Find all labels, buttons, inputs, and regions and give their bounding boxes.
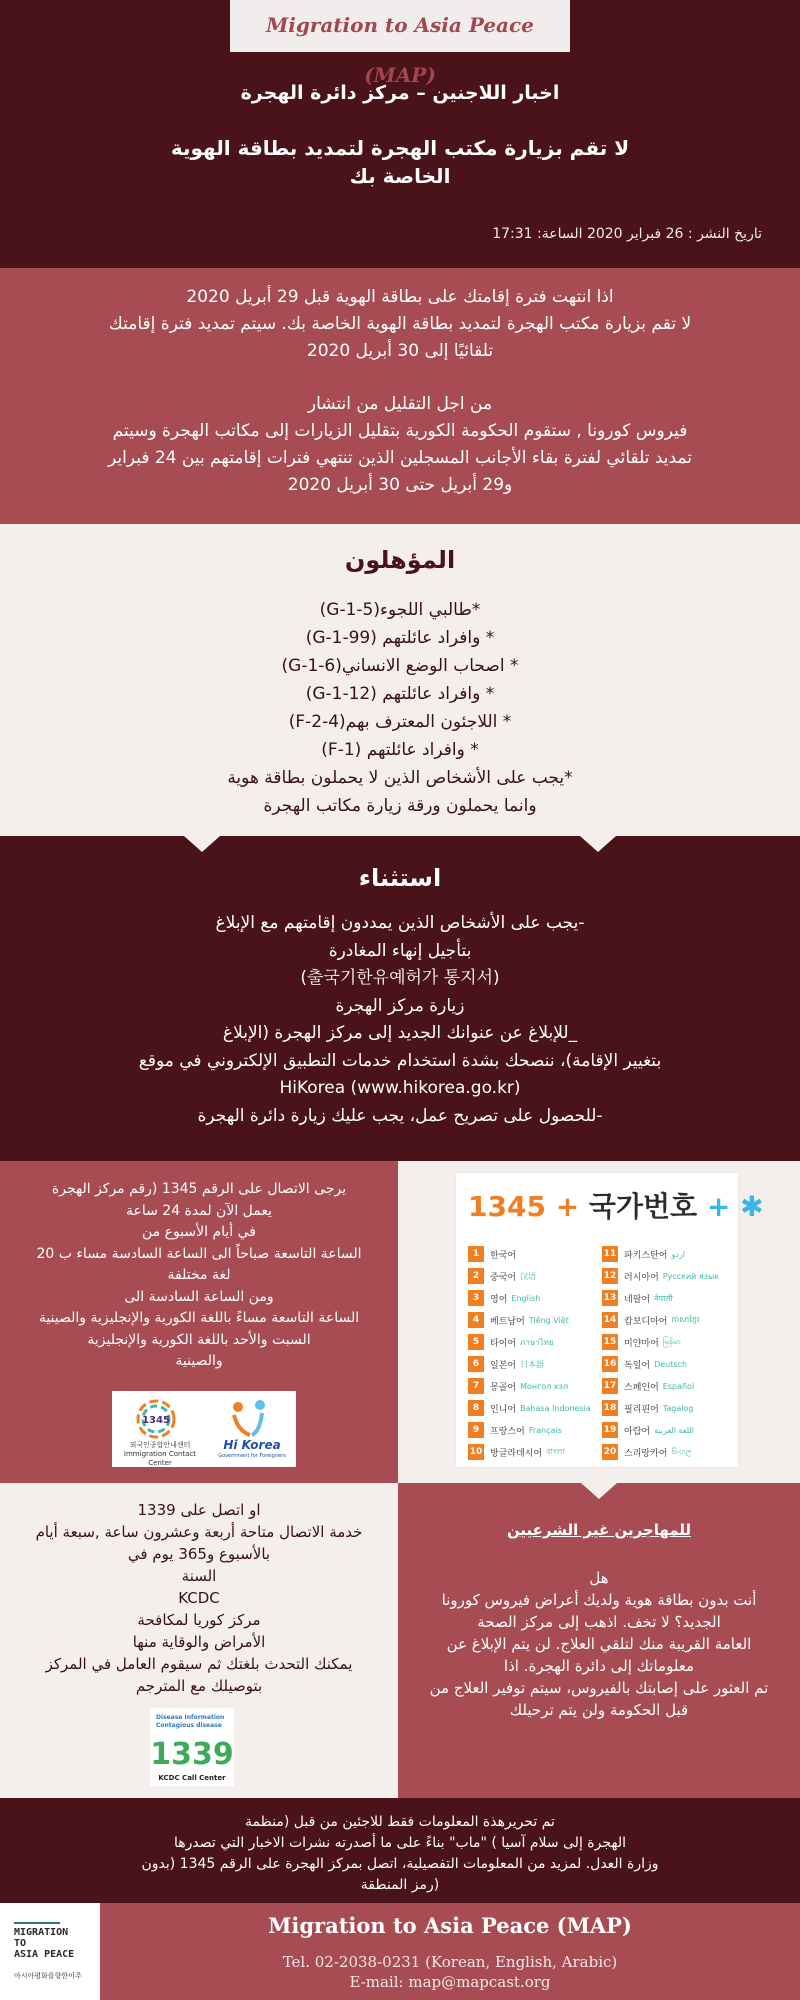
language-item: 17 스페인어 Español: [602, 1375, 736, 1397]
language-item: 4 베트남어 Tiếng Việt: [468, 1309, 602, 1331]
logo-caption: [114, 1441, 206, 1468]
kcdc-call-center-logo: [150, 1708, 234, 1786]
kcdc-row: [0, 1483, 800, 1798]
language-item: 13 네팔어 नेपाली: [602, 1287, 736, 1309]
info-line: العامة القريبة منك لتلقي العلاج. لن يتم الإبلاغ عن: [446, 1635, 752, 1653]
footnote-line: (رمز المنطقة: [360, 1877, 440, 1893]
logo-caption-korean: 외국인종합안내센터: [129, 1441, 191, 1449]
divider-notch: [581, 1483, 617, 1499]
notice-line: من اجل التقليل من انتشار: [307, 394, 493, 414]
language-item: 3 영어 English: [468, 1287, 602, 1309]
language-item: 15 미얀마어 မြန်မာ: [602, 1331, 736, 1353]
language-card-header: 1345 + 국가번호 + ✱: [468, 1190, 764, 1223]
map-logo: [0, 1903, 100, 2000]
logo-line: MIGRATION: [14, 1927, 69, 1938]
list-item: -يجب على الأشخاص الذين يمددون إقامتهم مع الإبلاغ: [215, 913, 585, 933]
list-item: بتغيير الإقامة)، ننصحك بشدة استخدام خدمات التطبيق الإلكتروني في موقع: [138, 1050, 662, 1071]
info-line: مركز كوريا لمكافحة: [137, 1611, 261, 1629]
language-card-title: 국가번호: [588, 1190, 698, 1223]
list-item: * وافراد عائلتهم (G-1-99): [305, 628, 495, 648]
list-item: * وافراد عائلتهم (F-1): [321, 740, 479, 760]
language-item: 18 필리핀어 Tagalog: [602, 1397, 736, 1419]
info-line: او اتصل على 1339: [137, 1501, 261, 1519]
logo-caption-english: Immigration Contact Center: [123, 1450, 197, 1467]
notice-line: تمديد تلقائي لفترة بقاء الأجانب المسجلين الذين تنتهي فترات إقامتهم بين 24 فبراير: [107, 448, 692, 468]
info-line: ومن الساعة السادسة الى: [124, 1288, 274, 1305]
list-item: (출국기한유예허가 통지서): [300, 968, 500, 988]
info-line: في أيام الأسبوع من: [141, 1224, 256, 1240]
language-panel: [398, 1161, 800, 1483]
footnote-line: تم تحريرهذة المعلومات فقط للاجئين من قبل (منظمة: [245, 1814, 555, 1830]
info-line: الأمراض والوقاية منها: [132, 1633, 266, 1651]
exception-list: [0, 910, 800, 1130]
list-item: *يجب على الأشخاص الذين لا يحملون بطاقة هوية: [227, 768, 573, 788]
contact-title: Migration to Asia Peace (MAP): [268, 1913, 632, 1938]
list-item: وانما يحملون ورقة زيارة مكاتب الهجرة: [263, 796, 537, 816]
info-line: الجديد؟ لا تخف. اذهب إلى مركز الصحة: [477, 1613, 721, 1631]
publish-date: تاريخ النشر : 26 فبراير 2020 الساعة: 17:31: [492, 226, 762, 242]
list-item: * وافراد عائلتهم (G-1-12): [305, 684, 495, 704]
call-center-info: [0, 1161, 398, 1483]
info-line: بتوصيلك مع المترجم: [135, 1677, 263, 1695]
contact-footer: [0, 1903, 800, 2000]
info-line: تم العثور على إصابتك بالفيروس، سيتم توفير العلاج من: [429, 1679, 769, 1697]
headline: لا تقم بزيارة مكتب الهجرة لتمديد بطاقة الهوية الخاصة بك: [170, 136, 630, 188]
language-item: 7 몽골어 Монгол хэл: [468, 1375, 602, 1397]
language-item: 5 타이어 ภาษาไทย: [468, 1331, 602, 1353]
language-column-right: [602, 1243, 736, 1463]
language-item: 8 인니어 Bahasa Indonesia: [468, 1397, 602, 1419]
contact-email[interactable]: E-mail: map@mapcast.org: [349, 1973, 551, 1991]
language-item: 14 캄보디아어 ភាសាខ្មែរ: [602, 1309, 736, 1331]
info-line: يرجى الاتصال على الرقم 1345 (رقم مركز الهجرة: [51, 1181, 347, 1197]
hikorea-subtext: Government for Foreigners: [218, 1453, 286, 1459]
info-line: الساعة التاسعة صباحاً الى الساعة السادسة مساء ب 20: [36, 1245, 362, 1262]
contact-phone[interactable]: Tel. 02-2038-0231 (Korean, English, Arabic): [282, 1953, 618, 1971]
notice-line: و29 أبريل حتى 30 أبريل 2020: [287, 475, 513, 495]
eligible-title: المؤهلون: [344, 546, 456, 574]
notice-line: تلقائيًا إلى 30 أبريل 2020: [306, 341, 494, 361]
info-line: KCDC: [178, 1589, 220, 1607]
kcdc-info: [0, 1483, 398, 1798]
kcdc-logo-number: 1339: [150, 1737, 234, 1772]
language-item: 20 스리랑카어 සිංහල: [602, 1441, 736, 1463]
info-line: السنة: [181, 1567, 217, 1585]
language-card: [456, 1173, 764, 1467]
hikorea-logo: [214, 1397, 290, 1459]
list-item: * اللاجئون المعترف بهم(F-2-4): [288, 712, 512, 732]
notice-line: لا تقم بزيارة مكتب الهجرة لتمديد بطاقة الهوية الخاصة بك. سيتم تمديد فترة إقامتك: [108, 314, 692, 334]
language-item: 1 한국어: [468, 1243, 602, 1265]
header: [0, 0, 800, 268]
list-item: بتأجيل إنهاء المغادرة: [328, 940, 472, 961]
logo-bar: [14, 1922, 60, 1924]
undocumented-title: للمهاجرين غير الشرعيين: [506, 1521, 692, 1539]
logo-korean: 아시아평화를향한이주: [14, 1972, 82, 1980]
eligible-list: [0, 596, 800, 820]
logo-number: 1345: [142, 1415, 170, 1426]
section-heading: اخبار اللاجنين – مركز دائرة الهجرة: [240, 82, 560, 104]
language-item: 9 프랑스어 Français: [468, 1419, 602, 1441]
language-item: 2 중국어 汉语: [468, 1265, 602, 1287]
immigration-contact-center-logo: [126, 1397, 186, 1443]
list-item: *طالبي اللجوء(G-1-5): [319, 600, 481, 620]
language-item: 16 독일어 Deutsch: [602, 1353, 736, 1375]
info-line: بالأسبوع و365 يوم في: [127, 1545, 271, 1563]
info-line: الساعة التاسعة مساءً باللغة الكورية والإنجليزية والصينية: [38, 1310, 360, 1326]
list-item: زيارة مركز الهجرة: [335, 995, 465, 1016]
info-line: لغة مختلفة: [167, 1267, 231, 1283]
list-item: -للحصول على تصريح عمل، يجب عليك زيارة دائرة الهجرة: [197, 1105, 603, 1126]
divider-notch: [184, 836, 220, 852]
info-line: معلوماتك إلى دائرة الهجرة. اذا: [503, 1657, 695, 1675]
footnote-line: وزارة العدل. لمزيد من المعلومات التفصيلية، اتصل بمركز الهجرة على الرقم 1345 (بدون: [141, 1856, 659, 1872]
notice-line: اذا انتهت فترة إقامتك على بطاقة الهوية قبل 29 أبريل 2020: [186, 287, 614, 307]
language-card-number: 1345: [468, 1190, 546, 1223]
call-center-row: [0, 1161, 800, 1483]
info-line: قبل الحكومة ولن يتم ترحيلك: [509, 1701, 689, 1719]
notice-section: [0, 268, 800, 524]
info-line: خدمة الاتصال متاحة أربعة وعشرون ساعة ,سبعة أيام: [35, 1523, 363, 1541]
eligible-section: [0, 524, 800, 836]
info-line: يعمل الآن لمدة 24 ساعة: [125, 1202, 273, 1219]
kcdc-logo-line: Disease Information: [156, 1714, 225, 1721]
info-line: أنت بدون بطاقة هوية ولديك أعراض فيروس كورونا: [441, 1591, 757, 1609]
exception-section: [0, 836, 800, 1161]
language-item: 19 아랍어 اللغة العربية: [602, 1419, 736, 1441]
kcdc-logo-line: Contagious disease: [156, 1722, 222, 1729]
info-line: والصينية: [175, 1353, 223, 1369]
logo-wordmark: [14, 1927, 74, 1960]
immigration-logos: [112, 1391, 296, 1467]
info-line: السبت والأحد باللغة الكورية والإنجليزية: [87, 1331, 311, 1348]
list-item: * اصحاب الوضع الانساني(G-1-6): [281, 656, 519, 676]
language-column-left: [468, 1243, 602, 1463]
footnote-section: [0, 1798, 800, 1903]
info-line: هل: [589, 1569, 609, 1587]
language-item: 11 파키스탄어 اردو: [602, 1243, 736, 1265]
kcdc-logo-caption: KCDC Call Center: [158, 1774, 226, 1782]
list-item: _للإبلاغ عن عنوانك الجديد إلى مركز الهجرة (الإبلاغ: [222, 1023, 578, 1043]
logo-line: ASIA PEACE: [14, 1949, 75, 1960]
info-line: يمكنك التحدث بلغتك ثم سيقوم العامل في المركز: [45, 1655, 353, 1673]
divider-notch: [580, 836, 616, 852]
brand-title: Migration to Asia Peace (MAP): [230, 0, 570, 52]
hikorea-link[interactable]: HiKorea (www.hikorea.go.kr): [279, 1078, 521, 1098]
language-item: 6 일본어 日本語: [468, 1353, 602, 1375]
language-item: 10 방글라데시어 বাংলা: [468, 1441, 602, 1463]
undocumented-info: [398, 1483, 800, 1798]
language-item: 12 러시아어 Русский язык: [602, 1265, 736, 1287]
hikorea-text: Hi Korea: [223, 1438, 281, 1452]
exception-title: استثناء: [358, 864, 442, 892]
notice-line: فيروس كورونا , ستقوم الحكومة الكورية بتقليل الزيارات إلى مكاتب الهجرة وسيتم: [112, 421, 688, 441]
logo-line: TO: [14, 1938, 27, 1949]
footnote-line: الهجرة إلى سلام آسيا ) "ماب" بناءً على ما أصدرته نشرات الاخبار التي تصدرها: [173, 1835, 626, 1851]
